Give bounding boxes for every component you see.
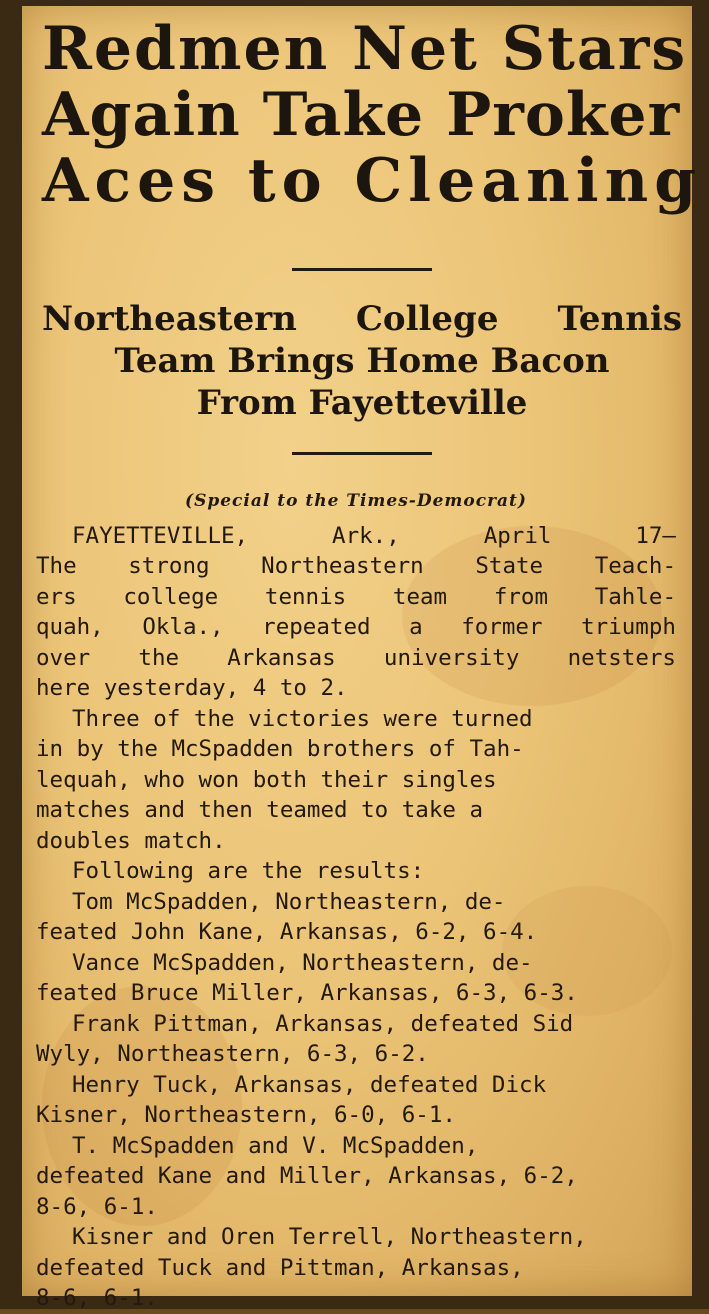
paragraph-2 [36,704,676,857]
word: from [493,583,548,610]
text-line: 8-6, 6-1. [36,1193,158,1220]
text-line: Kisner, Northeastern, 6-0, 6-1. [36,1102,456,1128]
word: quah, [36,614,104,640]
subhead-word: College [355,299,499,339]
word: netsters [567,644,676,671]
text-line: Vance McSpadden, Northeastern, de- [72,949,533,976]
text-line: defeated Kane and Miller, Arkansas, 6-2, [36,1163,578,1189]
text-line: here yesterday, 4 to 2. [36,675,348,701]
headline [42,14,703,216]
text-line [36,582,676,613]
results-intro: Following are the results: [72,858,425,884]
result-item [36,1009,676,1070]
result-item [36,1070,676,1131]
word: the [138,644,180,671]
word: strong [128,553,210,579]
subhead-line-2: Team Brings Home Bacon [114,341,610,381]
text-line [36,643,676,674]
result-item [36,948,676,1009]
word: April [483,522,552,549]
word: State [475,553,544,579]
word: Northeastern [261,553,424,579]
text-line: Tom McSpadden, Northeastern, de- [72,888,506,915]
subhead-word: Tennis [557,299,682,339]
subheadline [42,298,682,424]
word: ers [36,583,77,610]
word: 17— [635,522,676,549]
subhead-word: Northeastern [42,299,297,339]
text-line: Kisner and Oren Terrell, Northeastern, [72,1224,587,1250]
word: repeated [262,614,371,640]
text-line: matches and then teamed to take a [36,797,484,823]
word: Arkansas [227,644,336,671]
word: team [392,583,448,610]
word: former [461,614,543,640]
word: over [36,644,91,671]
word: Ark., [332,522,400,549]
result-item [36,1222,676,1314]
text-line: defeated Tuck and Pittman, Arkansas, [36,1254,524,1281]
word: college [123,583,219,610]
newspaper-clipping [22,6,703,1311]
word: university [383,644,520,671]
text-line: in by the McSpadden brothers of Tah- [36,736,524,762]
word: Okla., [142,614,224,640]
headline-line-2: Again Take Proker [42,80,681,150]
text-line: Frank Pittman, Arkansas, defeated Sid [72,1010,574,1037]
result-item [36,887,676,948]
word: a [409,614,423,640]
text-line: Henry Tuck, Arkansas, defeated Dick [72,1071,547,1098]
word: Teach- [594,553,676,579]
divider-rule [292,268,432,271]
word: Tahle- [594,583,676,610]
word: triumph [581,614,676,640]
subhead-line-3: From Fayetteville [196,383,528,423]
divider-rule [292,452,432,455]
text-line: feated Bruce Miller, Arkansas, 6-3, 6-3. [36,980,578,1006]
text-line: lequah, who won both their singles [36,766,497,793]
word: tennis [264,583,347,610]
word: The [36,553,77,579]
text-line: Wyly, Northeastern, 6-3, 6-2. [36,1041,429,1067]
word: FAYETTEVILLE, [72,522,249,549]
result-item [36,1131,676,1223]
subhead-line-1 [42,298,682,340]
text-line [36,612,676,643]
headline-line-3: Aces to Cleaning [42,146,703,216]
headline-line-1: Redmen Net Stars [42,14,688,84]
text-line [36,521,676,552]
text-line: 8-6, 6-1. [36,1285,158,1311]
text-line: feated John Kane, Arkansas, 6-2, 6-4. [36,919,538,945]
text-line: Three of the victories were turned [72,705,533,732]
article-body [36,486,676,1314]
text-line: T. McSpadden and V. McSpadden, [72,1132,479,1159]
text-line [36,551,676,582]
lead-paragraph [36,521,676,704]
text-line: doubles match. [36,827,226,854]
dateline-credit: (Special to the Times-Democrat) [185,491,527,511]
